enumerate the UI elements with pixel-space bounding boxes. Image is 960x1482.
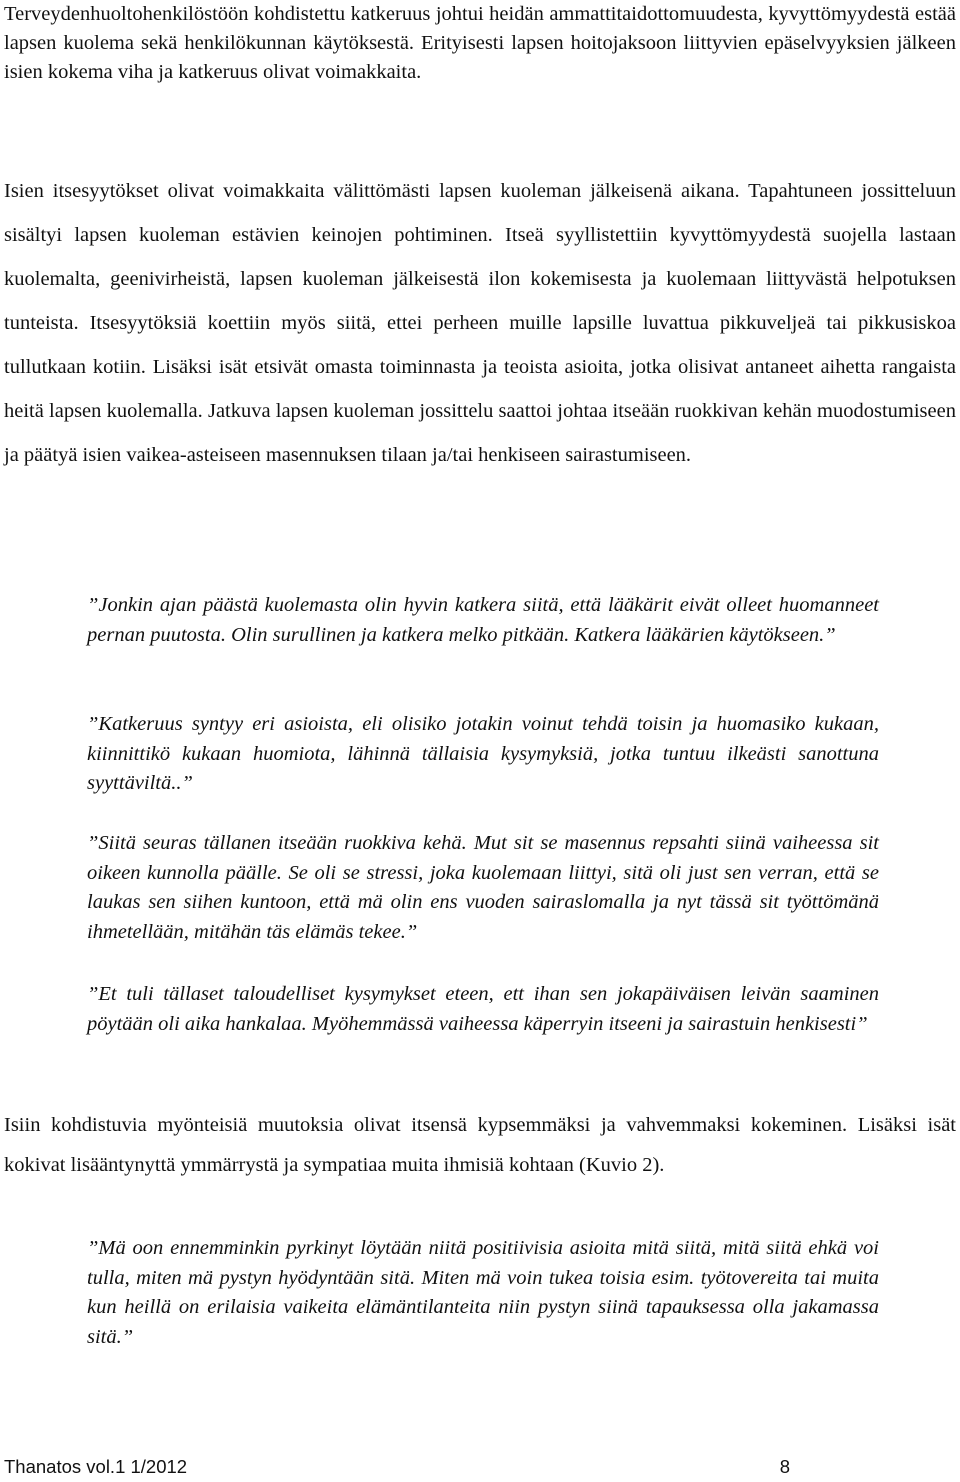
journal-name: Thanatos vol.1 1/2012 [4, 1456, 188, 1477]
quote-positive-things: ”Mä oon ennemminkin pyrkinyt löytään niitä positiivisia asioita mitä siitä, mitä siitä ehkä voi tulla, miten mä pystyn hyödyntään sitä. Miten mä voin tukea toisia esim. työtovereita tai muita kun heillä on erilaisia vaikeita elämäntilanteita niin pystyn siinä tapauksessa olla jakamassa sitä.” [87, 1237, 879, 1348]
quote-bitterness-sources: ”Katkeruus syntyy eri asioista, eli olisiko jotakin voinut tehdä toisin ja huomasiko kukaan, kiinnittikö kukaan huomiota, lähinnä tällaisia kysymyksiä, jotka tuntuu ilkeästi sanottuna syyttäviltä..” [87, 713, 879, 794]
paragraph-self-blame: Isien itsesyytökset olivat voimakkaita välittömästi lapsen kuoleman jälkeisenä aikana. Tapahtuneen jossitteluun sisältyi lapsen kuoleman estävien keinojen pohtiminen. Itseä syyllistettiin kyvyttömyydestä suojella lastaan kuolemalta, geenivirheistä, lapsen kuoleman jälkeisestä ilon kokemisesta ja kuolemaan liittyvästä helpotuksen tunteista. Itsesyytöksiä koettiin myös siitä, ettei perheen muille lapsille luvattua pikkuveljeä tai pikkusiskoa tullutkaan kotiin. Lisäksi isät etsivät omasta toiminnasta ja teoista asioita, jotka olisivat antaneet aihetta rangaista heitä lapsen kuolemalla. Jatkuva lapsen kuoleman jossittelu saattoi johtaa itseään ruokkivan kehän muodostumiseen ja päätyä isien vaikea-asteiseen masennuksen tilaan ja/tai henkiseen sairastumiseen. [4, 180, 956, 466]
page-number: 8 [779, 1456, 790, 1477]
quote-self-feeding-cycle: ”Siitä seuras tällanen itseään ruokkiva kehä. Mut sit se masennus repsahti siinä vaiheessa sit oikeen kunnolla päälle. Se oli se stressi, joka kuolemaan liittyi, sitä oli just sen verran, että se laukas sen siihen kuntoon, että mä olin ens vuoden sairaslomalla ja nyt tässä sit työttömänä ihmetellään, mitähän täs elämäs tekee.” [87, 832, 879, 943]
paragraph-positive-changes: Isiin kohdistuvia myönteisiä muutoksia olivat itsensä kypsemmäksi ja vahvemmaksi kokeminen. Lisäksi isät kokivat lisääntynyttä ymmärrystä ja sympatiaa muita ihmisiä kohtaan (Kuvio 2). [4, 1114, 956, 1176]
quote-financial-questions: ”Et tuli tällaset taloudelliset kysymykset eteen, ett ihan sen jokapäiväisen leivän saaminen pöytään oli aika hankalaa. Myöhemmässä vaiheessa käperryin itseeni ja sairastuin henkisesti” [87, 983, 879, 1035]
quote-bitterness-doctors: ”Jonkin ajan päästä kuolemasta olin hyvin katkera siitä, että lääkärit eivät olleet huomanneet pernan puutosta. Olin surullinen ja katkera melko pitkään. Katkera lääkärien käytökseen.” [87, 594, 879, 646]
paragraph-bitterness: Terveydenhuoltohenkilöstöön kohdistettu katkeruus johtui heidän ammattitaidottomuudesta, kyvyttömyydestä estää lapsen kuolema sekä henkilökunnan käytöksestä. Erityisesti lapsen hoitojaksoon liittyvien epäselvyyksien jälkeen isien kokema viha ja katkeruus olivat voimakkaita. [4, 3, 956, 83]
